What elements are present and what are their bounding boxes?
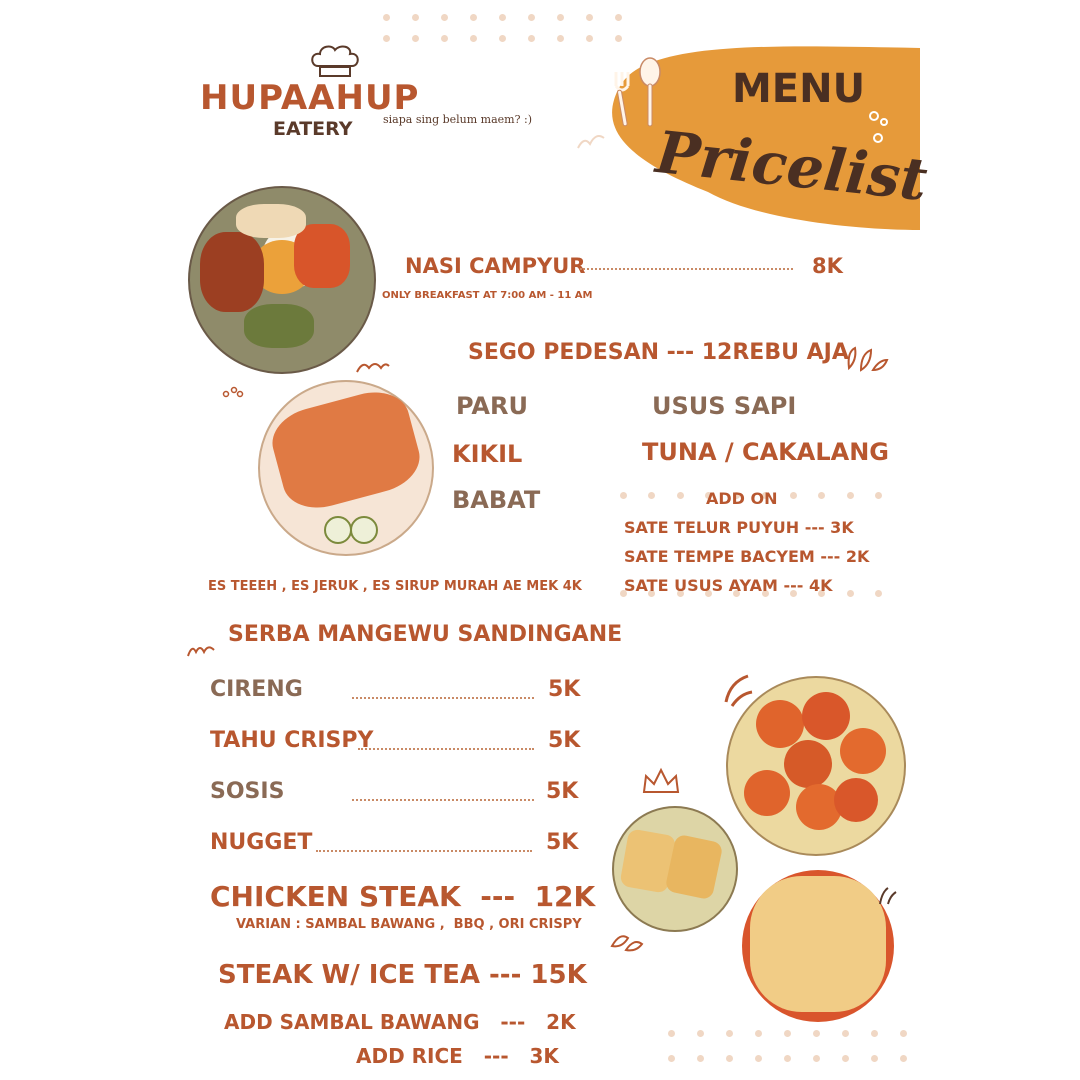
addon-item-2: SATE USUS AYAM --- 4K [624,576,833,595]
nasi-name: NASI CAMPYUR [405,254,586,278]
squiggle-small-icon [355,358,391,374]
pedesan-right-1: TUNA / CAKALANG [642,438,890,466]
menu-title: MENU [732,66,866,112]
brand-sub: EATERY [273,118,353,140]
pedesan-cucumber-1 [324,516,352,544]
squiggle-icon [186,642,216,658]
nasi-price: 8K [812,254,843,278]
side-price-2: 5K [546,779,579,804]
nasi-crackers [236,204,306,238]
brand-name: HUPAAHUP [200,78,420,118]
nasi-sambal [294,224,350,288]
side-price-1: 5K [548,728,581,753]
steak-tea: STEAK W/ ICE TEA --- 15K [218,960,587,990]
leaf-small-icon [608,926,646,952]
nasi-veg [244,304,314,348]
pedesan-left-2: BABAT [452,486,541,514]
wave-small-icon [574,118,610,154]
ball-4 [784,740,832,788]
bottom-dots [668,1030,907,1062]
leaf-icon [845,344,889,372]
swoosh-icon [722,672,754,708]
nasi-meat [200,232,264,312]
addon-item-1: SATE TEMPE BACYEM --- 2K [624,547,870,566]
side-price-0: 5K [548,677,581,702]
pedesan-left-0: PARU [456,392,528,420]
pedesan-title: SEGO PEDESAN --- 12REBU AJA [468,340,849,365]
pedesan-cucumber-2 [350,516,378,544]
pedesan-right-0: USUS SAPI [652,392,797,420]
top-dots [383,14,622,42]
ball-5 [744,770,790,816]
tagline: siapa sing belum maem? :) [383,113,533,126]
side-price-3: 5K [546,830,579,855]
chicken-varian: VARIAN : SAMBAL BAWANG , BBQ , ORI CRISPY [236,917,582,932]
side-leader-0 [352,697,534,699]
pedesan-left-1: KIKIL [452,440,523,468]
side-name-2: SOSIS [210,779,285,804]
extra-1: ADD RICE --- 3K [356,1044,559,1068]
side-name-0: CIRENG [210,677,303,702]
side-leader-2 [352,799,534,801]
ball-2 [802,692,850,740]
crown-icon [640,766,682,796]
side-name-3: NUGGET [210,830,313,855]
side-leader-3 [316,850,532,852]
utensils-icon [606,56,668,130]
drinks-text: ES TEEEH , ES JERUK , ES SIRUP MURAH AE MEK 4K [208,579,582,594]
chicken-title: CHICKEN STEAK --- 12K [210,880,596,913]
swoosh-small-icon [876,886,898,906]
pricelist-title: Pricelist [652,118,931,215]
chef-hat-icon [308,44,362,80]
extra-0: ADD SAMBAL BAWANG --- 2K [224,1010,576,1034]
sides-title: SERBA MANGEWU SANDINGANE [228,622,623,647]
addon-title: ADD ON [706,489,778,508]
ball-1 [756,700,804,748]
nasi-note: ONLY BREAKFAST AT 7:00 AM - 11 AM [382,290,593,301]
ball-7 [834,778,878,822]
side-leader-1 [358,748,534,750]
ball-3 [840,728,886,774]
nasi-leader [580,268,793,270]
sparkle-icon [866,110,890,150]
crispy-food [750,876,886,1012]
side-name-1: TAHU CRISPY [210,728,374,753]
dots-small-icon [222,384,244,398]
addon-item-0: SATE TELUR PUYUH --- 3K [624,518,854,537]
